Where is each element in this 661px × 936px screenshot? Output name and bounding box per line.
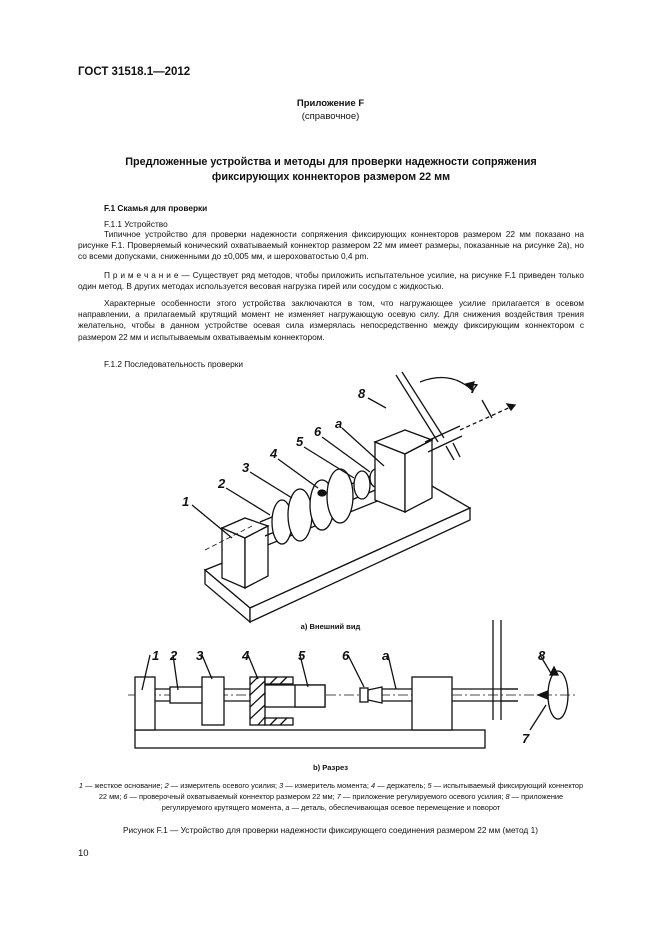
legend-text-5: — испытываемый фиксирующий коннектор 22 мм; bbox=[98, 781, 584, 801]
note-paragraph bbox=[78, 270, 584, 292]
figure-caption-a: а) Внешний вид bbox=[300, 622, 361, 631]
note-label: П р и м е ч а н и е — bbox=[104, 270, 190, 280]
annex-subtitle: (справочное) bbox=[301, 111, 360, 122]
section-heading-f1: F.1 Скамья для проверки bbox=[104, 203, 208, 213]
legend-num-8: 8 bbox=[505, 792, 510, 801]
legend-text-3: — измеритель момента; bbox=[283, 781, 372, 790]
paragraph-features: Характерные особенности этого устройства заключаются в том, что нагружающее усилие прилагается в осевом направлении, а прилагаемый крутящий момент не изменяет нагружающую осевую силу. Для снижения воздействия трения желательно, чтобы в данном устройстве осевая сила измерялась непосредственно между фиксирующим коннектором с размером 22 мм и испытываемым охватываемым коннектором. bbox=[78, 298, 584, 342]
figure-external-view bbox=[170, 360, 540, 625]
section-drawing bbox=[128, 620, 575, 748]
label-a-8: 8 bbox=[358, 386, 366, 401]
label-b-2: 2 bbox=[170, 648, 178, 663]
label-a-3: 3 bbox=[242, 460, 250, 475]
legend-num-1: 1 bbox=[78, 781, 83, 790]
label-a-a: a bbox=[335, 416, 343, 431]
legend-text-a: — деталь, обеспечивающая осевое перемещение и поворот bbox=[289, 803, 501, 812]
annex-title: Приложение F bbox=[296, 98, 365, 109]
figure-legend bbox=[78, 780, 584, 813]
legend-text-4: — держатель; bbox=[375, 781, 428, 790]
label-b-5: 5 bbox=[298, 648, 306, 663]
label-b-1: 1 bbox=[152, 648, 160, 663]
label-b-8: 8 bbox=[538, 648, 546, 663]
label-a-1: 1 bbox=[182, 494, 190, 509]
figure-section-view bbox=[120, 615, 580, 760]
label-a-2: 2 bbox=[218, 476, 226, 491]
figure-caption-b: b) Разрез bbox=[313, 763, 348, 772]
label-b-4: 4 bbox=[242, 648, 250, 663]
legend-num-7: 7 bbox=[336, 792, 341, 801]
label-b-a: a bbox=[382, 648, 390, 663]
section-heading-f12: F.1.2 Последовательность проверки bbox=[104, 359, 244, 369]
legend-num-2: 2 bbox=[164, 781, 169, 790]
label-a-5: 5 bbox=[296, 434, 304, 449]
legend-num-a: а bbox=[285, 803, 290, 812]
paragraph-device: Типичное устройство для проверки надежности сопряжения фиксирующих коннекторов размером 22 мм показано на рисунке F.1. Проверяемый конический охватываемый коннектор размером 22 мм имеет размеры, показанные на рисунке 2а), но со всеми допусками, сниженными до ±0,005 мм, и шероховатостью 0,4 pm. bbox=[78, 229, 584, 262]
label-a-4: 4 bbox=[270, 446, 278, 461]
label-a-7: 7 bbox=[470, 381, 478, 396]
page-number: 10 bbox=[78, 848, 89, 859]
legend-text-7: — приложение регулируемого осевого усилия; bbox=[340, 792, 506, 801]
apparatus-drawing bbox=[192, 372, 515, 622]
document-header: ГОСТ 31518.1—2012 bbox=[78, 66, 191, 78]
section-heading-f11: F.1.1 Устройство bbox=[104, 219, 168, 229]
legend-num-4: 4 bbox=[371, 781, 376, 790]
legend-num-5: 5 bbox=[427, 781, 432, 790]
figure-caption: Рисунок F.1 — Устройство для проверки надежности фиксирующего соединения размером 22 мм (метод 1) bbox=[123, 825, 538, 835]
label-b-3: 3 bbox=[196, 648, 204, 663]
label-b-7: 7 bbox=[522, 731, 530, 746]
page-title: Предложенные устройства и методы для проверки надежности сопряжения фиксирующих коннекторов размером 22 мм bbox=[125, 156, 537, 183]
label-a-6: 6 bbox=[314, 424, 322, 439]
legend-num-6: 6 bbox=[123, 792, 128, 801]
legend-text-2: — измеритель осевого усилия; bbox=[168, 781, 280, 790]
label-b-6: 6 bbox=[342, 648, 350, 663]
legend-text-6: — проверочный охватываемый коннектор размером 22 мм; bbox=[127, 792, 337, 801]
legend-num-3: 3 bbox=[279, 781, 284, 790]
legend-text-1: — жесткое основание; bbox=[82, 781, 165, 790]
legend-text-8: — приложение регулируемого крутящего момента, bbox=[161, 792, 564, 812]
note-text: Существует ряд методов, чтобы приложить испытательное усилие, на рисунке F.1 приведен только один метод. В других методах используется весовая нагрузка гирей или сосудом с жидкостью. bbox=[78, 270, 584, 292]
